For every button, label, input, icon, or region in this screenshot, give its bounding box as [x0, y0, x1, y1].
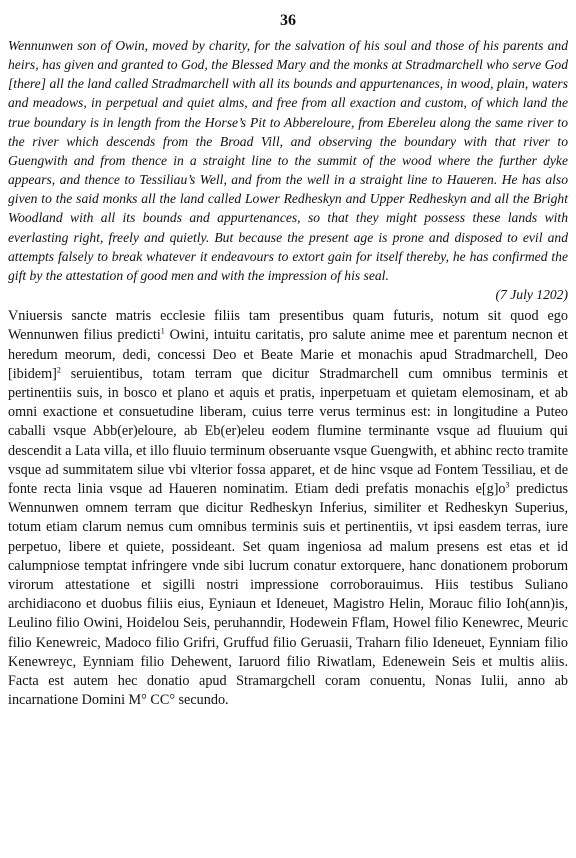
charter-text-part-2: Owini, intuitu caritatis, pro salute anime mee et parentum necnon et heredum meorum, dedi, concessi Deo et Beate Marie et monachis apud Stradmarchell, Deo [ibidem] — [8, 327, 568, 382]
footnote-ref-3[interactable]: 3 — [505, 480, 510, 490]
charter-text-part-3: seruientibus, totam terram que dicitur Stradmarchell cum omnibus terminis et pertinentiis suis, in bosco et plano et aquis et pratis, inperpetuam et quietam elemosinam, et ab omni exactione et consuetudine liberam, cuius terre verus terminus est: in longitudine a Puteo caballi vsque Abb(er)eloure, ab Eb(er)eleu eodem flumine terminante vsque ad fluuium qui descendit a Lata villa, et illo fluuio terminum obseruante vsque Guengwith, et abhinc recto tramite vsque ad summitatem silue vbi vlterior fossa apparet, et de hinc vsque ad Fontem Tessiliau, et de fonte recta linia vsque ad Haueren nominatim. Etiam dedi prefatis monachis e[g]o — [8, 365, 568, 498]
page-number: 36 — [280, 12, 296, 29]
charter-text-part-4: predictus Wennunwen omnem terram que dicitur Redheskyn Inferius, similiter et Redheskyn Superius, totum etiam clarum nemus cum omnibus terminis suis et pertinentiis, vt ipsi easdem terras, iure perpetuo, libere et quiete, possideant. Set quam ingeniosa ad malum presens est etas et id calumpniose temptat infringere vnde sibi lucrum conatur extorquere, hanc donationem proborum virorum attestatione et sigilli nostri impressione corroborauimus. Hiis testibus Suliano archidiacono et duobus filiis eius, Eyniaun et Ideneuet, Magistro Helin, Morauc filio Ioh(ann)is, Leulino filio Owini, Hoidelou Seis, peruhanndir, Hodewein Fflam, Howel filio Kenewrec, Meuric filio Kenewreic, Madoco filio Grifri, Gruffud filio Geruasii, Traharn filio Ideneuet, Eynniam filio Kenewreyc, Eynniam filio Dehewent, Iaruord filio Riwatlam, Edenewein Seis et multis aliis. Facta est autem hec donatio apud Stramargchell coram conuentu, Nonas Iulii, anno ab incarnatione Domini M° CC° secundo. — [8, 481, 568, 709]
latin-charter-text — [8, 307, 568, 710]
english-translation: Wennunwen son of Owin, moved by charity, for the salvation of his soul and those of his parents and heirs, has given and granted to God, the Blessed Mary and the monks at Stradmarchell who serve God [there] all the land called Stradmarchell with all its bounds and appurtenances, in wood, plain, waters and meadows, in perpetual and quiet alms, and free from all exaction and custom, of which land the true boundary is in length from the Horse’s Pit to Abbereloure, from Ebereleu along the same river to the river which descends from the Broad Vill, and observing the boundary with that river to Guengwith and from thence in a straight line to the summit of the wood where the further dyke appears, and thence to Tessiliau’s Well, and from the well in a straight line to Haueren. He has also given to the said monks all the land called Lower Redheskyn and Upper Redheskyn and all the Bright Woodland with all its bounds and appurtenances, so that they might possess these lands with everlasting right, freely and quietly. But because the present age is prone and disposed to evil and attempts falsely to break whatever it endeavours to extort gain for itself thereby, he has confirmed the gift by the attestation of good men and with the impression of his seal. — [8, 38, 568, 283]
footnote-ref-2[interactable]: 2 — [56, 365, 61, 375]
footnote-ref-1[interactable]: 1 — [160, 326, 165, 336]
charter-text-part-1: Vniuersis sancte matris ecclesie filiis tam presentibus quam futuris, notum sit quod ego Wennunwen filius predicti — [8, 308, 568, 344]
charter-date: (7 July 1202) — [495, 287, 568, 303]
